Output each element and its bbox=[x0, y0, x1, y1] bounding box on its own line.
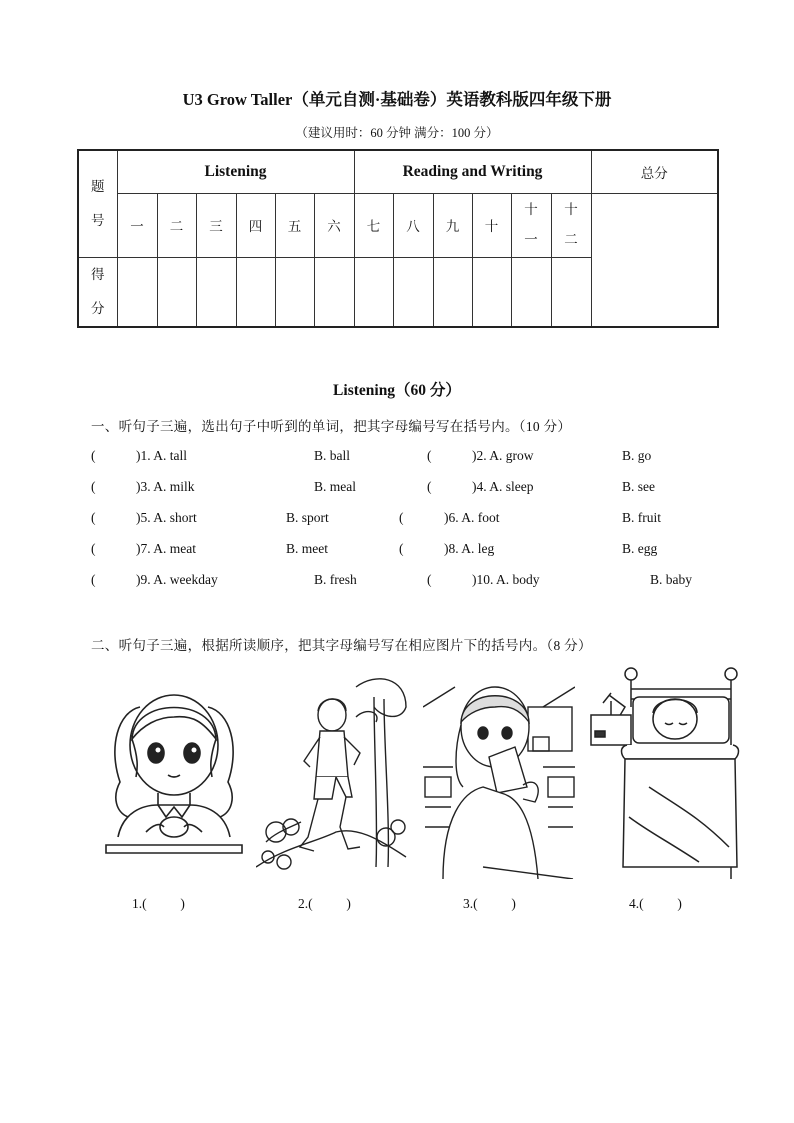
score-cell[interactable] bbox=[157, 257, 196, 327]
question-option-b: B. ball bbox=[314, 448, 350, 463]
score-table bbox=[77, 149, 719, 328]
page-title: U3 Grow Taller（单元自测·基础卷）英语教科版四年级下册 bbox=[182, 90, 612, 109]
question-item: ( )5. A. short bbox=[91, 510, 197, 525]
col-header: 十一 bbox=[511, 193, 551, 257]
defen-header: 得 分 bbox=[78, 257, 117, 327]
question-option-b: B. meet bbox=[286, 541, 328, 556]
col-header: 二 bbox=[157, 193, 196, 257]
part2-instruction: 二、听句子三遍，根据所读顺序，把其字母编号写在相应图片下的括号内。（8 分） bbox=[91, 638, 592, 653]
score-cell[interactable] bbox=[314, 257, 354, 327]
col-header: 四 bbox=[236, 193, 275, 257]
question-option-b: B. see bbox=[622, 479, 655, 494]
picture-answer-1[interactable]: 1.( ) bbox=[132, 896, 185, 911]
listening-header: Listening bbox=[117, 150, 354, 193]
picture-answer-3[interactable]: 3.( ) bbox=[463, 896, 516, 911]
score-cell[interactable] bbox=[433, 257, 472, 327]
question-option-b: B. sport bbox=[286, 510, 329, 525]
col-header: 八 bbox=[393, 193, 433, 257]
score-cell[interactable] bbox=[511, 257, 551, 327]
question-item: ( )4. A. sleep bbox=[427, 479, 534, 494]
question-option-b: B. egg bbox=[622, 541, 658, 556]
question-item: ( )1. A. tall bbox=[91, 448, 187, 463]
col-header: 六 bbox=[314, 193, 354, 257]
score-cell[interactable] bbox=[551, 257, 591, 327]
question-item: ( )3. A. milk bbox=[91, 479, 195, 494]
col-header: 五 bbox=[275, 193, 314, 257]
question-option-b: B. meal bbox=[314, 479, 356, 494]
section-title: Listening（60 分） bbox=[333, 382, 461, 399]
score-cell[interactable] bbox=[393, 257, 433, 327]
picture-answer-4[interactable]: 4.( ) bbox=[629, 896, 682, 911]
col-header: 九 bbox=[433, 193, 472, 257]
col-header: 七 bbox=[354, 193, 393, 257]
col-header: 三 bbox=[196, 193, 236, 257]
reading-writing-header: Reading and Writing bbox=[354, 150, 591, 193]
col-header: 十二 bbox=[551, 193, 591, 257]
score-cell[interactable] bbox=[275, 257, 314, 327]
boy-running-icon bbox=[256, 667, 408, 879]
score-cell[interactable] bbox=[196, 257, 236, 327]
question-option-b: B. fresh bbox=[314, 572, 357, 587]
question-option-b: B. go bbox=[622, 448, 652, 463]
total-score-cell[interactable] bbox=[591, 193, 718, 327]
question-item: ( )8. A. leg bbox=[399, 541, 495, 556]
score-cell[interactable] bbox=[472, 257, 511, 327]
question-item: ( )7. A. meat bbox=[91, 541, 196, 556]
girl-eating-icon bbox=[98, 667, 250, 879]
question-option-b: B. fruit bbox=[622, 510, 661, 525]
question-item: ( )10. A. body bbox=[427, 572, 540, 587]
score-cell[interactable] bbox=[236, 257, 275, 327]
question-item: ( )2. A. grow bbox=[427, 448, 534, 463]
question-item: ( )6. A. foot bbox=[399, 510, 500, 525]
page-subtitle: （建议用时：60 分钟 满分：100 分） bbox=[295, 126, 499, 140]
score-cell[interactable] bbox=[354, 257, 393, 327]
boy-sleeping-icon bbox=[589, 667, 741, 879]
question-item: ( )9. A. weekday bbox=[91, 572, 218, 587]
question-option-b: B. baby bbox=[650, 572, 692, 587]
col-header: 十 bbox=[472, 193, 511, 257]
tihao-header: 题 号 bbox=[78, 150, 117, 257]
score-cell[interactable] bbox=[117, 257, 157, 327]
picture-answer-2[interactable]: 2.( ) bbox=[298, 896, 351, 911]
part1-instruction: 一、听句子三遍，选出句子中听到的单词，把其字母编号写在括号内。（10 分） bbox=[91, 419, 572, 434]
col-header: 一 bbox=[117, 193, 157, 257]
girl-drinking-icon bbox=[423, 667, 575, 879]
total-header: 总分 bbox=[591, 150, 718, 193]
